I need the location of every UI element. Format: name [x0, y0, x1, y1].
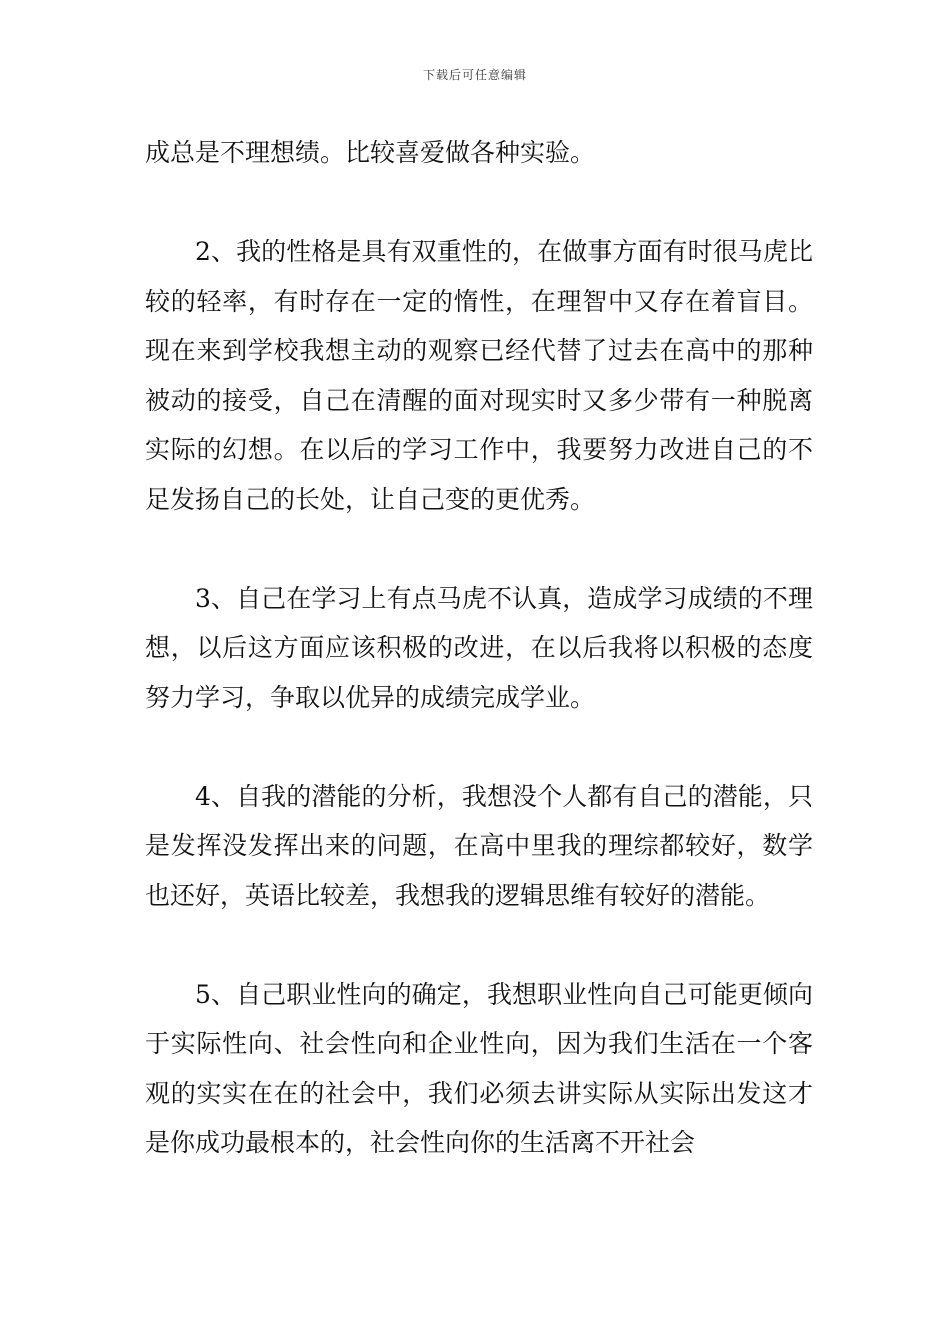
paragraph-item-4: 4、自我的潜能的分析，我想没个人都有自己的潜能，只是发挥没发挥出来的问题，在高中里我的理综都较好，数学也还好，英语比较差，我想我的逻辑思维有较好的潜能。: [145, 781, 813, 910]
paragraph-item-3: 3、自己在学习上有点马虎不认真，造成学习成绩的不理想，以后这方面应该积极的改进，在以后我将以积极的态度努力学习，争取以优异的成绩完成学业。: [145, 583, 813, 712]
paragraph-item-2: 2、我的性格是具有双重性的，在做事方面有时很马虎比较的轻率，有时存在一定的惰性，在理智中又存在着盲目。现在来到学校我想主动的观察已经代替了过去在高中的那种被动的接受，自己在清醒的面对现实时又多少带有一种脱离实际的幻想。在以后的学习工作中，我要努力改进自己的不足发扬自己的长处，让自己变的更优秀。: [145, 237, 813, 514]
document-body: [145, 128, 813, 1168]
page-header-note: 下载后可任意编辑: [422, 68, 527, 82]
paragraph-continuation: 成总是不理想绩。比较喜爱做各种实验。: [145, 138, 596, 167]
paragraph-item-5: 5、自己职业性向的确定，我想职业性向自己可能更倾向于实际性向、社会性向和企业性向，因为我们生活在一个客观的实实在在的社会中，我们必须去讲实际从实际出发这才是你成功最根本的，社会性向你的生活离不开社会: [145, 979, 813, 1157]
